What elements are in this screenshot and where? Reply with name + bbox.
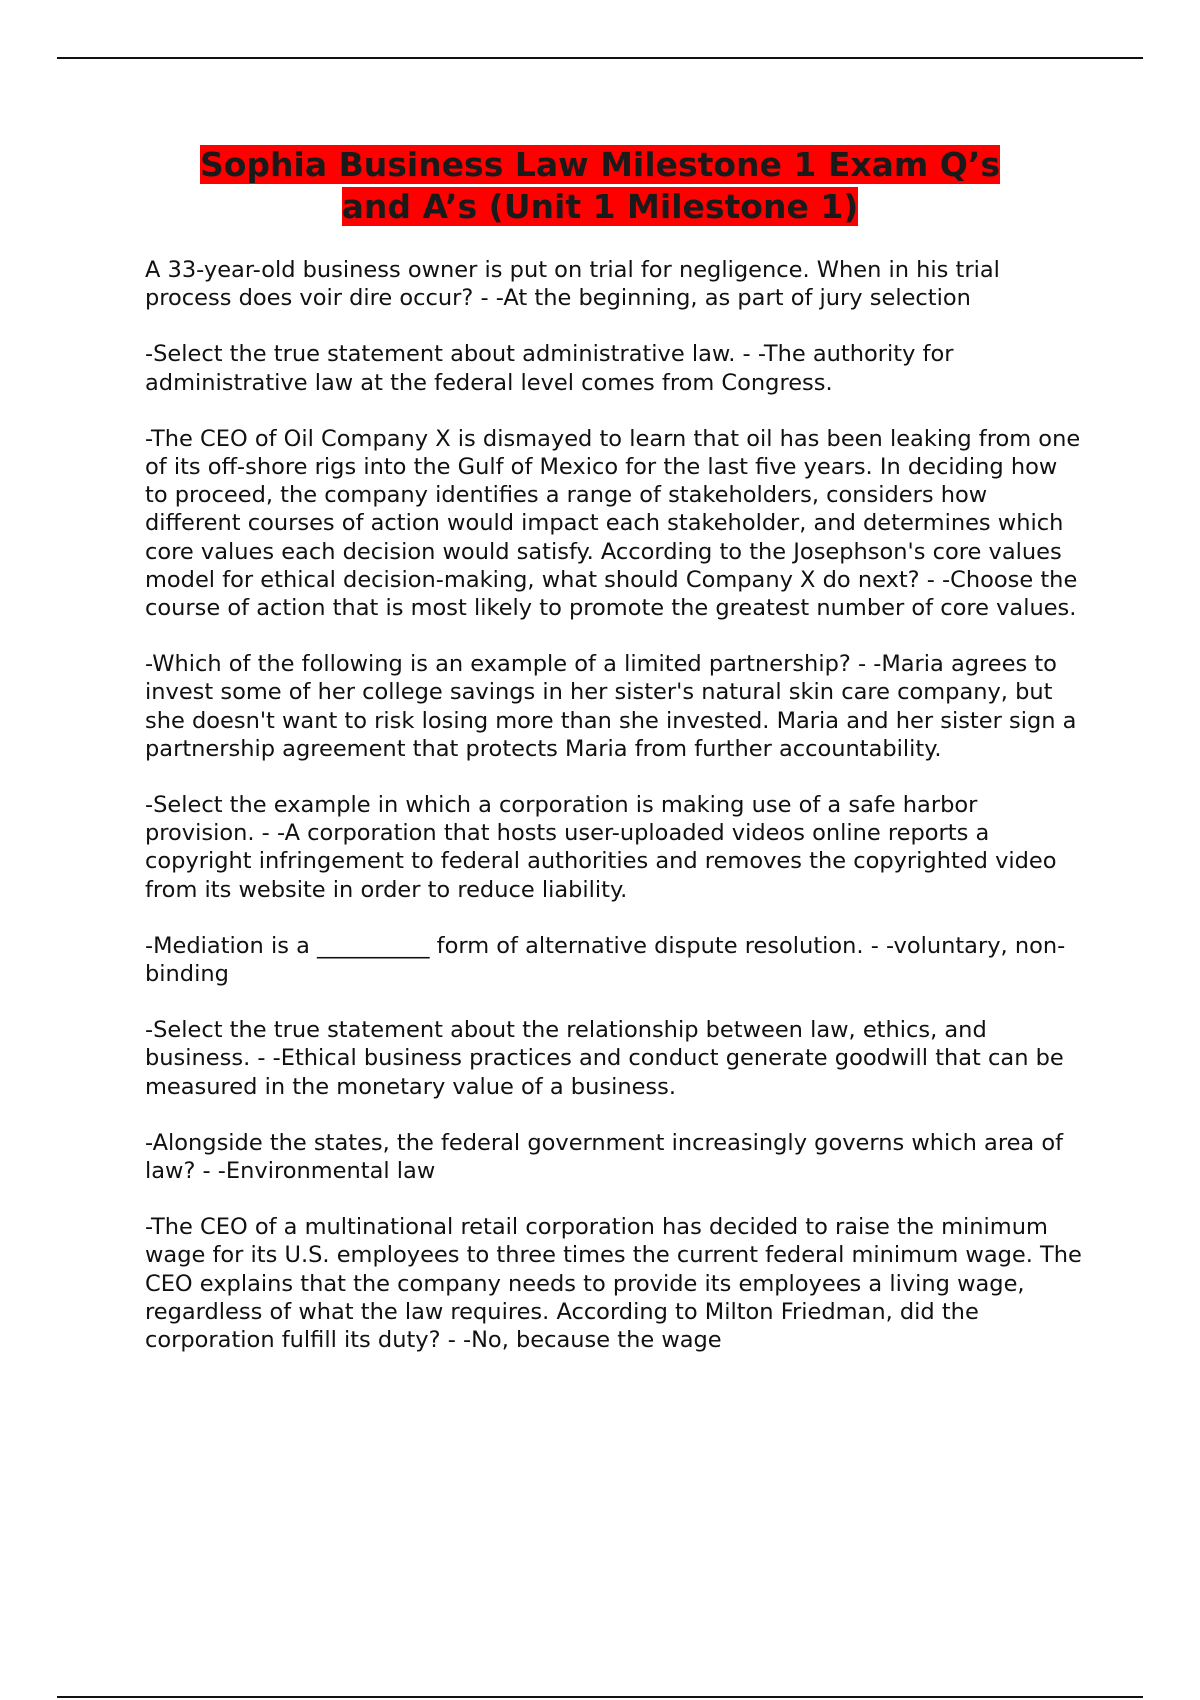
qa-paragraph-5: -Select the example in which a corporation is making use of a safe harbor provision. - -A corporation that hosts user-uploaded videos online reports a copyright infringement to federal authorities and removes the copyrighted video from its website in order to reduce liability. (145, 792, 1057, 903)
qa-paragraph-9: -The CEO of a multinational retail corporation has decided to raise the minimum wage for its U.S. employees to three times the current federal minimum wage. The CEO explains that the company needs to provide its employees a living wage, regardless of what the law requires. According to Milton Friedman, did the corporation fulfill its duty? - -No, because the wage (145, 1214, 1082, 1354)
document-body (145, 256, 1085, 1382)
header-rule (57, 57, 1143, 59)
qa-paragraph-1: A 33-year-old business owner is put on trial for negligence. When in his trial process does voir dire occur? - -At the beginning, as part of jury selection (145, 257, 1000, 312)
qa-paragraph-4: -Which of the following is an example of a limited partnership? - -Maria agrees to invest some of her college savings in her sister's natural skin care company, but she doesn't want to risk losing more than she invested. Maria and her sister sign a partnership agreement that protects Maria from further accountability. (145, 651, 1077, 762)
document-title-line-1: Sophia Business Law Milestone 1 Exam Q’s (199, 145, 1001, 184)
qa-paragraph-3: -The CEO of Oil Company X is dismayed to learn that oil has been leaking from one of its off-shore rigs into the Gulf of Mexico for the last five years. In deciding how to proceed, the company identifies a range of stakeholders, considers how different courses of action would impact each stakeholder, and determines which core values each decision would satisfy. According to the Josephson's core values model for ethical decision-making, what should Company X do next? - -Choose the course of action that is most likely to promote the greatest number of core values. (145, 425, 1081, 622)
qa-paragraph-6: -Mediation is a __________ form of alternative dispute resolution. - -voluntary, non-binding (145, 932, 1066, 988)
footer-rule (57, 1696, 1143, 1698)
document-title-line-2: and A’s (Unit 1 Milestone 1) (341, 187, 859, 226)
document-title (100, 144, 1100, 228)
qa-paragraph-2: -Select the true statement about administrative law. - -The authority for administrative law at the federal level comes from Congress. (145, 341, 954, 396)
qa-paragraph-8: -Alongside the states, the federal government increasingly governs which area of law? - -Environmental law (145, 1129, 1064, 1185)
qa-paragraph-7: -Select the true statement about the relationship between law, ethics, and business. - -Ethical business practices and conduct generate goodwill that can be measured in the monetary value of a business. (145, 1017, 1064, 1100)
